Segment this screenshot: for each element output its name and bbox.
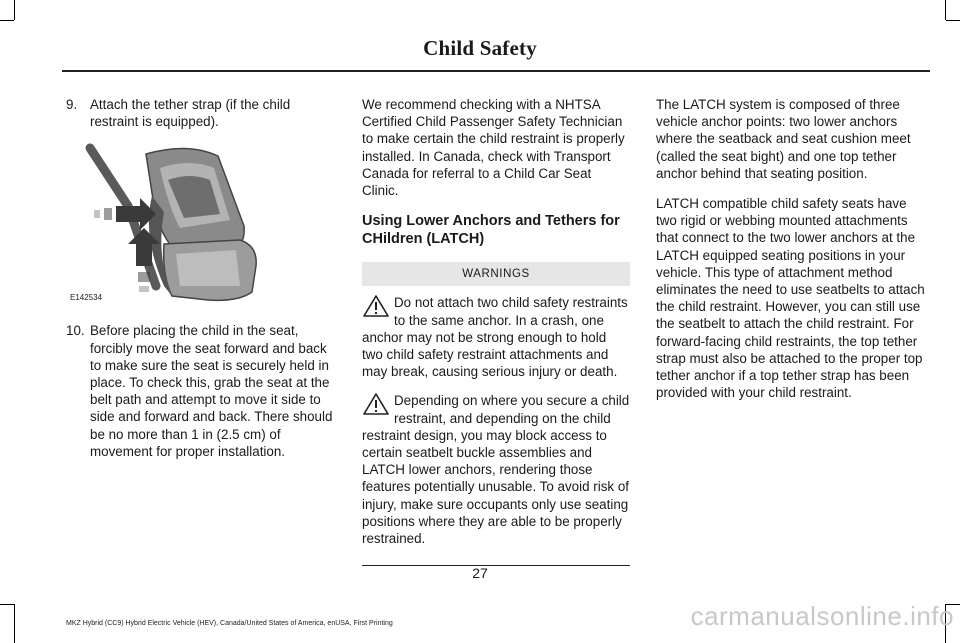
warning-item <box>362 294 630 380</box>
watermark: carmanualsonline.info <box>690 601 954 631</box>
step-9 <box>66 96 338 130</box>
latch-paragraph: The LATCH system is composed of three vehicle anchor points: two lower anchors where the seatback and seat cushion meet (called the seat bight) and one top tether anchor behind that seating position. <box>656 97 911 181</box>
column-right <box>656 96 928 414</box>
warnings-heading: WARNINGS <box>362 262 630 286</box>
column-middle <box>362 96 630 566</box>
step-number: 10. <box>66 323 85 339</box>
intro-paragraph: We recommend checking with a NHTSA Certified Child Passenger Safety Technician to make certain the child restraint is properly installed. In Canada, check with Transport Canada for referral to a Child Car Seat Clinic. <box>362 97 625 199</box>
step-number: 9. <box>66 97 78 112</box>
crop-mark <box>945 0 946 20</box>
page-title: Child Safety <box>423 36 537 60</box>
warning-triangle-icon <box>362 392 390 416</box>
warning-item <box>362 392 630 547</box>
crop-mark <box>14 0 15 20</box>
warnings-box <box>362 262 630 566</box>
crop-mark <box>14 604 15 643</box>
step-text: Attach the tether strap (if the child restraint is equipped). <box>90 97 291 130</box>
latch-paragraph: LATCH compatible child safety seats have two rigid or webbing mounted attachments that connect to the two lower anchors at the LATCH equipped seating positions in your vehicle. This type of attachment method eliminates the need to use seatbelts to attach the child restraint. However, you can still use the seatbelt to attach the child restraint. For forward-facing child restraints, the top tether strap must also be attached to the proper top tether anchor if a top tether strap has been provided with your child restraint. <box>656 196 925 401</box>
header-divider <box>62 70 930 72</box>
page-number: 27 <box>472 565 488 581</box>
section-heading: Using Lower Anchors and Tethers for CHildren (LATCH) <box>362 213 620 248</box>
step-text: Before placing the child in the seat, forcibly move the seat forward and back to make sure the seat is securely held in place. To check this, grab the seat at the belt path and attempt to move it side to side and forward and back. There should be no more than 1 in (2.5 cm) of movement for proper installation. <box>90 323 333 459</box>
column-left <box>66 96 338 460</box>
crop-mark <box>0 20 14 21</box>
warning-text: Do not attach two child safety restraints to the same anchor. In a crash, one anchor may not be strong enough to hold two child safety restraint attachments and may break, causing serious injury or death. <box>362 295 628 380</box>
figure-id: E142534 <box>70 293 103 303</box>
warning-text: Depending on where you secure a child restraint, and depending on the child restraint design, you may block access to certain seatbelt buckle assemblies and LATCH lower anchors, rendering those features potentially unusable. To avoid risk of injury, make sure occupants only use seating positions where they are able to be properly restrained. <box>362 393 630 547</box>
footer-text: MKZ Hybrid (CC9) Hybrid Electric Vehicle (HEV), Canada/United States of America, enUSA, First Printing <box>66 620 393 627</box>
step-10 <box>66 322 338 460</box>
crop-mark <box>0 604 14 605</box>
child-seat-tether-illustration <box>68 136 268 306</box>
crop-mark <box>946 20 960 21</box>
warning-triangle-icon <box>362 294 390 318</box>
child-seat-image <box>68 136 268 306</box>
